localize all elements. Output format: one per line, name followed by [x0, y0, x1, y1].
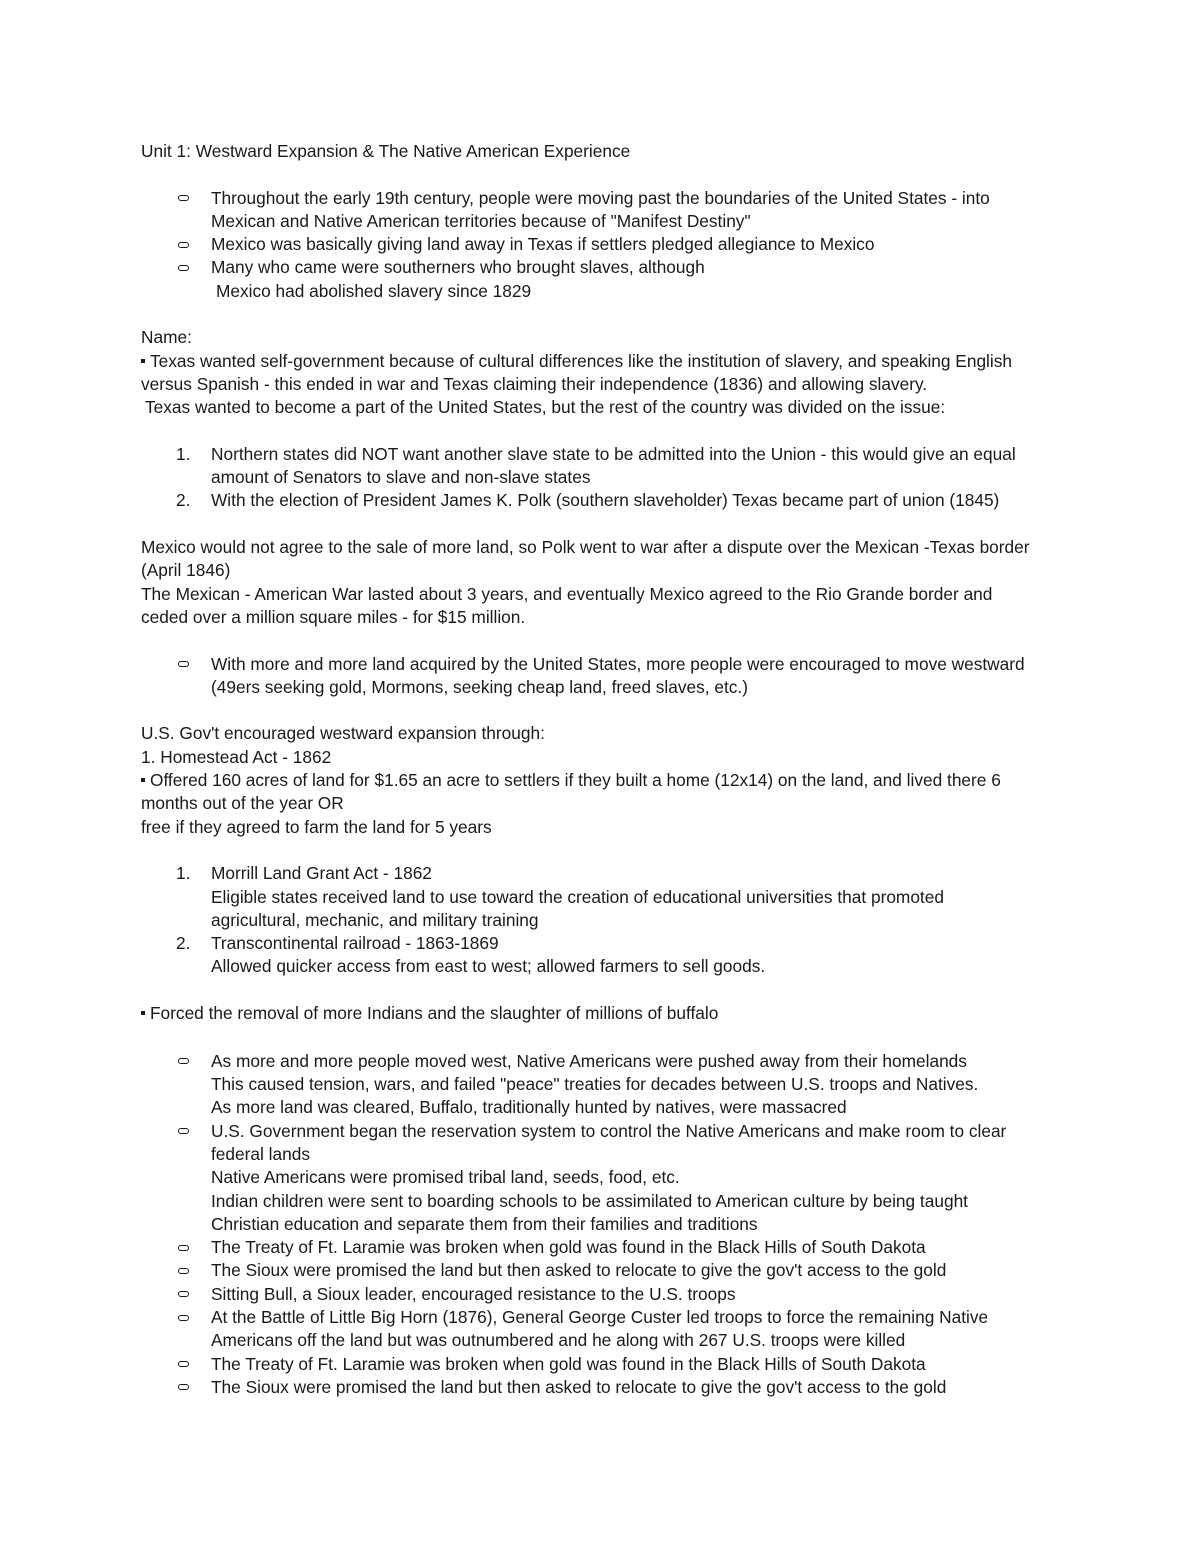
intro-bullet-3-cont: Mexico had abolished slavery since 1829	[216, 280, 532, 301]
final-bullet-list	[141, 1050, 1061, 1399]
square-bullet-icon	[141, 1011, 145, 1015]
mexico-para-line-3: The Mexican - American War lasted about 3 years, and eventually Mexico agreed to the Rio Grande border and	[141, 583, 993, 604]
spacer	[141, 303, 1061, 326]
govt-para-line-1: U.S. Gov't encouraged westward expansion through:	[141, 723, 545, 744]
intro-bullet-2: Mexico was basically giving land away in Texas if settlers pledged allegiance to Mexico	[141, 233, 1061, 256]
mexico-para-line-1: Mexico would not agree to the sale of more land, so Polk went to war after a dispute over the Mexican -Texas border	[141, 537, 1030, 558]
doc-title: Unit 1: Westward Expansion & The Native American Experience	[141, 141, 631, 161]
acts-numbered-list	[141, 862, 1061, 978]
intro-bullet-1-cont: Mexican and Native American territories because of "Manifest Destiny"	[211, 210, 751, 231]
govt-para-line-2: 1. Homestead Act - 1862	[141, 746, 332, 767]
final-bullet-2: U.S. Government began the reservation system to control the Native Americans and make room to clear	[141, 1120, 1061, 1143]
removal-line: Forced the removal of more Indians and the slaughter of millions of buffalo	[141, 1002, 1061, 1025]
spacer	[141, 1025, 1061, 1050]
acts-list-item-2: 2. Transcontinental railroad - 1863-1869	[141, 932, 1061, 955]
final-bullet-2-cont: Native Americans were promised tribal land, seeds, food, etc.	[211, 1167, 680, 1188]
document-page	[141, 140, 1061, 1399]
name-label: Name:	[141, 327, 192, 348]
list-number: 1.	[176, 863, 191, 884]
spacer	[141, 979, 1061, 1002]
list-number: 2.	[176, 490, 191, 511]
homestead-line-3: free if they agreed to farm the land for 5 years	[141, 816, 492, 837]
mexico-para-line-2: (April 1846)	[141, 560, 231, 581]
texas-para-line-2: versus Spanish - this ended in war and Texas claiming their independence (1836) and allowing slavery.	[141, 373, 928, 394]
final-bullet-7: The Treaty of Ft. Laramie was broken when gold was found in the Black Hills of South Dakota	[141, 1353, 1061, 1376]
spacer	[141, 163, 1061, 186]
final-bullet-3: The Treaty of Ft. Laramie was broken when gold was found in the Black Hills of South Dakota	[141, 1236, 1061, 1259]
final-bullet-6: At the Battle of Little Big Horn (1876), General George Custer led troops to force the remaining Native	[141, 1306, 1061, 1329]
final-bullet-2-cont: federal lands	[211, 1143, 310, 1164]
texas-list-item-1-cont: amount of Senators to slave and non-slave states	[211, 467, 591, 488]
final-bullet-2-cont: Christian education and separate them from their families and traditions	[211, 1213, 758, 1234]
mexico-para-line-4: ceded over a million square miles - for $15 million.	[141, 606, 526, 627]
acts-list-item-1-cont: Eligible states received land to use toward the creation of educational universities that promoted	[211, 886, 944, 907]
land-bullet-cont: (49ers seeking gold, Mormons, seeking cheap land, freed slaves, etc.)	[211, 676, 748, 697]
final-bullet-5: Sitting Bull, a Sioux leader, encouraged resistance to the U.S. troops	[141, 1283, 1061, 1306]
list-number: 1.	[176, 443, 191, 464]
final-bullet-1-cont: This caused tension, wars, and failed "peace" treaties for decades between U.S. troops and Natives.	[211, 1074, 979, 1095]
land-bullet: With more and more land acquired by the United States, more people were encouraged to move westward	[141, 653, 1061, 676]
spacer	[141, 420, 1061, 443]
spacer	[141, 629, 1061, 652]
texas-para-line-1: Texas wanted self-government because of cultural differences like the institution of slavery, and speaking English	[141, 350, 1061, 373]
homestead-line-1: Offered 160 acres of land for $1.65 an acre to settlers if they built a home (12x14) on the land, and lived there 6	[141, 769, 1061, 792]
acts-list-item-2-cont: Allowed quicker access from east to west; allowed farmers to sell goods.	[211, 956, 766, 977]
final-bullet-1: As more and more people moved west, Native Americans were pushed away from their homelands	[141, 1050, 1061, 1073]
spacer	[141, 513, 1061, 536]
texas-para-line-3: Texas wanted to become a part of the United States, but the rest of the country was divided on the issue:	[145, 397, 946, 418]
final-bullet-4: The Sioux were promised the land but then asked to relocate to give the gov't access to the gold	[141, 1259, 1061, 1282]
acts-list-item-1-cont: agricultural, mechanic, and military training	[211, 909, 539, 930]
final-bullet-2-cont: Indian children were sent to boarding schools to be assimilated to American culture by being taught	[211, 1190, 968, 1211]
texas-list-item-2: 2. With the election of President James K. Polk (southern slaveholder) Texas became part of union (1845)	[141, 489, 1061, 512]
square-bullet-icon	[141, 359, 145, 363]
intro-bullet-list	[141, 187, 1061, 303]
intro-bullet-1: Throughout the early 19th century, people were moving past the boundaries of the United States - into	[141, 187, 1061, 210]
spacer	[141, 699, 1061, 722]
final-bullet-6-cont: Americans off the land but was outnumbered and he along with 267 U.S. troops were killed	[211, 1330, 906, 1351]
intro-bullet-3: Many who came were southerners who brought slaves, although	[141, 256, 1061, 279]
texas-list-item-1: 1. Northern states did NOT want another slave state to be admitted into the Union - this would give an equal	[141, 443, 1061, 466]
spacer	[141, 839, 1061, 862]
texas-numbered-list	[141, 443, 1061, 513]
list-number: 2.	[176, 933, 191, 954]
acts-list-item-1: 1. Morrill Land Grant Act - 1862	[141, 862, 1061, 885]
final-bullet-8: The Sioux were promised the land but then asked to relocate to give the gov't access to the gold	[141, 1376, 1061, 1399]
homestead-line-2: months out of the year OR	[141, 793, 344, 814]
final-bullet-1-cont: As more land was cleared, Buffalo, traditionally hunted by natives, were massacred	[211, 1097, 847, 1118]
square-bullet-icon	[141, 778, 145, 782]
